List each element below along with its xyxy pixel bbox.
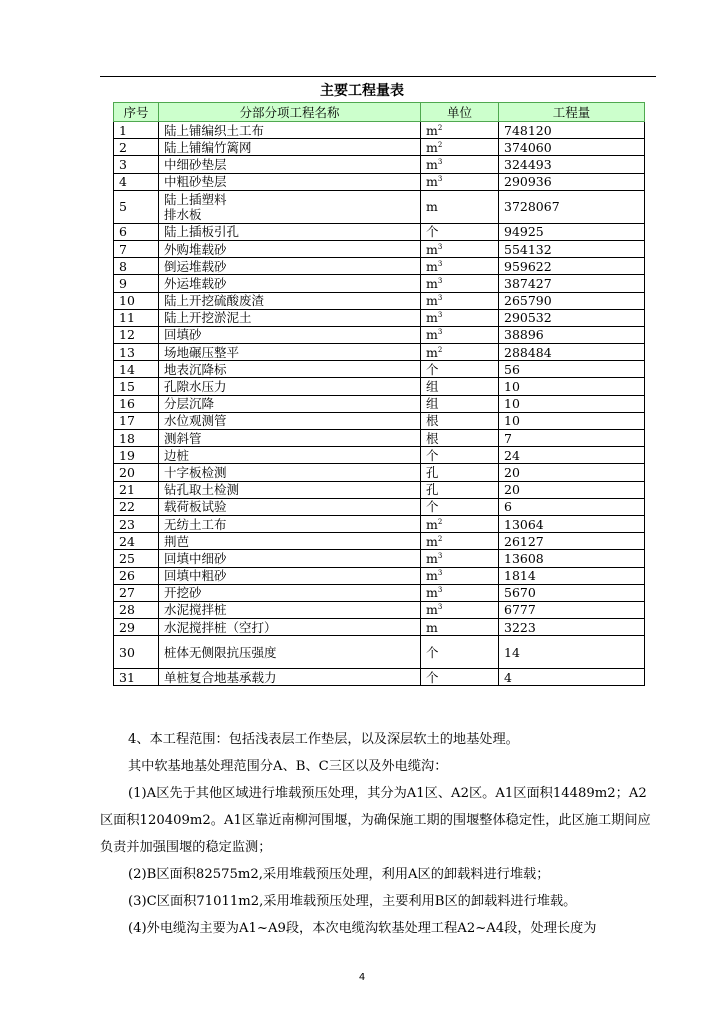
row-unit [421,636,499,669]
row-unit [421,240,499,257]
row-item-name: 桩体无侧限抗压强度 [159,636,421,669]
row-unit-exponent: 3 [437,157,443,166]
row-unit-text: 根 [426,430,439,446]
header-no: 序号 [114,103,159,122]
table-row [114,139,645,156]
row-number: 16 [114,395,159,412]
row-quantity: 10 [499,412,645,429]
row-quantity: 3223 [499,619,645,636]
row-unit-text: 组 [426,379,439,395]
row-item-name: 回填中粗砂 [159,567,421,584]
row-unit-text: m [426,275,438,291]
row-unit-exponent: 3 [437,551,443,560]
row-unit-exponent: 2 [437,517,443,526]
row-item-name: 边桩 [159,447,421,464]
row-number: 30 [114,636,159,669]
row-quantity: 56 [499,361,645,378]
row-unit-text: 个 [426,447,439,463]
table-row [114,550,645,567]
row-number: 15 [114,378,159,395]
row-unit [421,173,499,190]
row-quantity: 20 [499,464,645,481]
table-row [114,275,645,292]
row-quantity: 38896 [499,326,645,343]
row-quantity: 6 [499,498,645,515]
row-item-name: 陆上铺编织土工布 [159,122,421,139]
row-unit [421,275,499,292]
table-row [114,122,645,139]
row-item-name: 无纺土工布 [159,515,421,532]
row-number: 5 [114,190,159,223]
row-unit [421,567,499,584]
row-unit-text: 个 [426,499,439,515]
table-row [114,258,645,275]
row-item-name: 外购堆载砂 [159,240,421,257]
row-unit-text: m [426,241,438,257]
row-unit-text: m [426,122,438,138]
row-unit [421,464,499,481]
table-row [114,361,645,378]
row-item-name: 陆上开挖硫酸废渣 [159,292,421,309]
table-row [114,584,645,601]
row-unit [421,361,499,378]
row-item-name: 回填中细砂 [159,550,421,567]
row-number: 22 [114,498,159,515]
row-quantity: 13608 [499,550,645,567]
row-unit-exponent: 2 [437,140,443,149]
row-quantity: 20 [499,481,645,498]
row-number: 9 [114,275,159,292]
row-number: 20 [114,464,159,481]
row-unit [421,122,499,139]
header-name: 分部分项工程名称 [159,103,421,122]
row-quantity: 13064 [499,515,645,532]
row-unit [421,412,499,429]
table-row [114,669,645,686]
table-row [114,601,645,618]
table-row [114,378,645,395]
row-unit-text: m [426,199,438,215]
row-quantity: 6777 [499,601,645,618]
row-number: 13 [114,344,159,361]
row-quantity: 14 [499,636,645,669]
row-item-name: 测斜管 [159,430,421,447]
row-unit-exponent: 3 [437,175,443,183]
row-unit [421,309,499,326]
row-item-name: 孔隙水压力 [159,378,421,395]
row-item-name: 水泥搅拌桩 [159,601,421,618]
row-item-name [159,190,421,223]
row-unit-exponent: 3 [437,328,443,337]
paragraph-cable-trench: (4)外电缆沟主要为A1~A9段，本次电缆沟软基处理工程A2~A4段，处理长度为 [128,921,597,936]
row-number: 25 [114,550,159,567]
table-row [114,515,645,532]
table-row [114,190,645,223]
row-unit [421,584,499,601]
row-item-name-line2: 排水板 [164,206,202,222]
row-quantity: 3728067 [499,190,645,223]
table-row [114,156,645,173]
row-number: 10 [114,292,159,309]
row-quantity: 10 [499,395,645,412]
row-quantity: 24 [499,447,645,464]
table-row [114,412,645,429]
row-unit [421,395,499,412]
row-unit [421,533,499,550]
row-item-name: 钻孔取土检测 [159,481,421,498]
table-row [114,619,645,636]
table-header-row [114,103,645,122]
row-number: 1 [114,122,159,139]
row-unit-exponent: 3 [437,568,443,577]
table-row [114,292,645,309]
row-unit-exponent: 3 [437,293,443,302]
table-row [114,430,645,447]
table-row [114,240,645,257]
row-unit [421,378,499,395]
row-quantity: 290532 [499,309,645,326]
row-unit-text: 个 [426,224,439,240]
row-quantity: 374060 [499,139,645,156]
row-item-name: 地表沉降标 [159,361,421,378]
table-row [114,464,645,481]
row-unit [421,498,499,515]
row-unit-exponent: 3 [437,259,443,268]
row-unit-text: m [426,602,438,618]
row-number: 14 [114,361,159,378]
row-number: 4 [114,173,159,190]
table-body [114,122,645,686]
row-quantity: 5670 [499,584,645,601]
table-row [114,309,645,326]
row-item-name: 中粗砂垫层 [159,173,421,190]
row-quantity: 554132 [499,240,645,257]
row-unit-text: m [426,310,438,326]
header-unit: 单位 [421,103,499,122]
row-unit-exponent: 2 [437,345,443,354]
row-unit [421,481,499,498]
row-item-name-line1: 陆上插塑料 [164,191,227,207]
table-row [114,344,645,361]
row-number: 12 [114,326,159,343]
table-row [114,447,645,464]
row-number: 11 [114,309,159,326]
row-quantity: 1814 [499,567,645,584]
paragraph-zone-b: (2)B区面积82575m2,采用堆载预压处理，利用A区的卸载料进行堆载； [128,867,550,882]
row-unit [421,190,499,223]
row-quantity: 26127 [499,533,645,550]
row-unit [421,550,499,567]
row-item-name: 分层沉降 [159,395,421,412]
row-unit-exponent: 3 [437,242,443,251]
row-unit [421,139,499,156]
row-item-name: 十字板检测 [159,464,421,481]
row-number: 6 [114,223,159,240]
row-unit-text: 根 [426,413,439,429]
row-unit-text: m [426,293,438,309]
row-unit-text: m [426,533,438,549]
table-row [114,636,645,669]
row-unit [421,156,499,173]
table-title: 主要工程量表 [320,83,404,99]
row-item-name: 场地碾压整平 [159,344,421,361]
row-item-name: 荆芭 [159,533,421,550]
row-number: 31 [114,669,159,686]
row-item-name: 陆上铺编竹篱网 [159,139,421,156]
row-unit-text: m [426,174,438,190]
row-quantity: 748120 [499,122,645,139]
paragraph-scope: 4、本工程范围：包括浅表层工作垫层，以及深层软土的地基处理。 [128,732,519,747]
row-unit [421,258,499,275]
row-quantity: 265790 [499,292,645,309]
row-number: 26 [114,567,159,584]
header-qty: 工程量 [499,103,645,122]
row-number: 29 [114,619,159,636]
row-item-name: 回填砂 [159,326,421,343]
row-unit [421,447,499,464]
row-unit [421,292,499,309]
row-number: 18 [114,430,159,447]
table-row [114,533,645,550]
row-unit-text: m [426,550,438,566]
row-item-name: 倒运堆载砂 [159,258,421,275]
row-item-name: 陆上开挖淤泥土 [159,309,421,326]
row-unit [421,430,499,447]
row-unit-text: m [426,516,438,532]
row-unit-exponent: 2 [437,534,443,543]
row-item-name: 水泥搅拌桩（空打） [159,619,421,636]
row-number: 23 [114,515,159,532]
paragraph-zones: 其中软基地基处理范围分A、B、C三区以及外电缆沟： [128,759,448,774]
row-number: 21 [114,481,159,498]
row-unit-text: 个 [426,669,439,685]
table-row [114,223,645,240]
row-unit-exponent: 3 [437,276,443,285]
row-unit-text: m [426,585,438,601]
row-number: 8 [114,258,159,275]
row-number: 7 [114,240,159,257]
row-quantity: 387427 [499,275,645,292]
row-unit-text: 个 [426,361,439,377]
row-quantity: 4 [499,669,645,686]
table-row [114,173,645,190]
row-unit-exponent: 2 [437,123,443,132]
row-unit [421,344,499,361]
row-item-name: 中细砂垫层 [159,156,421,173]
row-unit [421,223,499,240]
row-unit-text: m [426,619,438,635]
row-quantity: 324493 [499,156,645,173]
row-item-name: 陆上插板引孔 [159,223,421,240]
row-number: 2 [114,139,159,156]
paragraph-zone-a: (1)A区先于其他区域进行堆载预压处理，其分为A1区、A2区。A1区面积14489m2；A2区面积120409m2。A1区靠近南柳河围堰，为确保施工期的围堰整体稳定性，此区施工期间应负责并加强围堰的稳定监测； [100,786,651,855]
row-number: 24 [114,533,159,550]
row-number: 27 [114,584,159,601]
row-number: 28 [114,601,159,618]
table-row [114,395,645,412]
table-row [114,567,645,584]
row-unit-text: 个 [426,644,439,660]
row-unit-exponent: 3 [437,603,443,612]
row-number: 3 [114,156,159,173]
row-unit-text: m [426,327,438,343]
row-number: 19 [114,447,159,464]
row-unit [421,326,499,343]
table-row [114,481,645,498]
row-number: 17 [114,412,159,429]
paragraph-zone-c: (3)C区面积71011m2,采用堆载预压处理，主要利用B区的卸载料进行堆载。 [128,894,577,909]
row-unit-text: m [426,156,438,172]
row-item-name: 单桩复合地基承载力 [159,669,421,686]
table-row [114,498,645,515]
row-item-name: 载荷板试验 [159,498,421,515]
row-unit [421,601,499,618]
row-unit-text: 组 [426,396,439,412]
row-unit-exponent: 3 [437,311,443,320]
row-unit-text: m [426,258,438,274]
row-unit-text: 孔 [426,482,439,498]
row-unit-text: 孔 [426,464,439,480]
row-unit [421,669,499,686]
row-unit-text: m [426,139,438,155]
row-unit [421,515,499,532]
row-quantity: 7 [499,430,645,447]
row-quantity: 959622 [499,258,645,275]
header-rule [100,76,656,77]
row-item-name: 外运堆载砂 [159,275,421,292]
row-unit-text: m [426,568,438,584]
row-unit-exponent: 3 [437,586,443,595]
row-quantity: 10 [499,378,645,395]
row-quantity: 288484 [499,344,645,361]
quantity-table [113,102,645,686]
page-number: 4 [358,972,366,983]
row-unit [421,619,499,636]
row-item-name: 水位观测管 [159,412,421,429]
row-unit-text: m [426,344,438,360]
row-item-name: 开挖砂 [159,584,421,601]
row-quantity: 94925 [499,223,645,240]
table-row [114,326,645,343]
row-quantity: 290936 [499,173,645,190]
